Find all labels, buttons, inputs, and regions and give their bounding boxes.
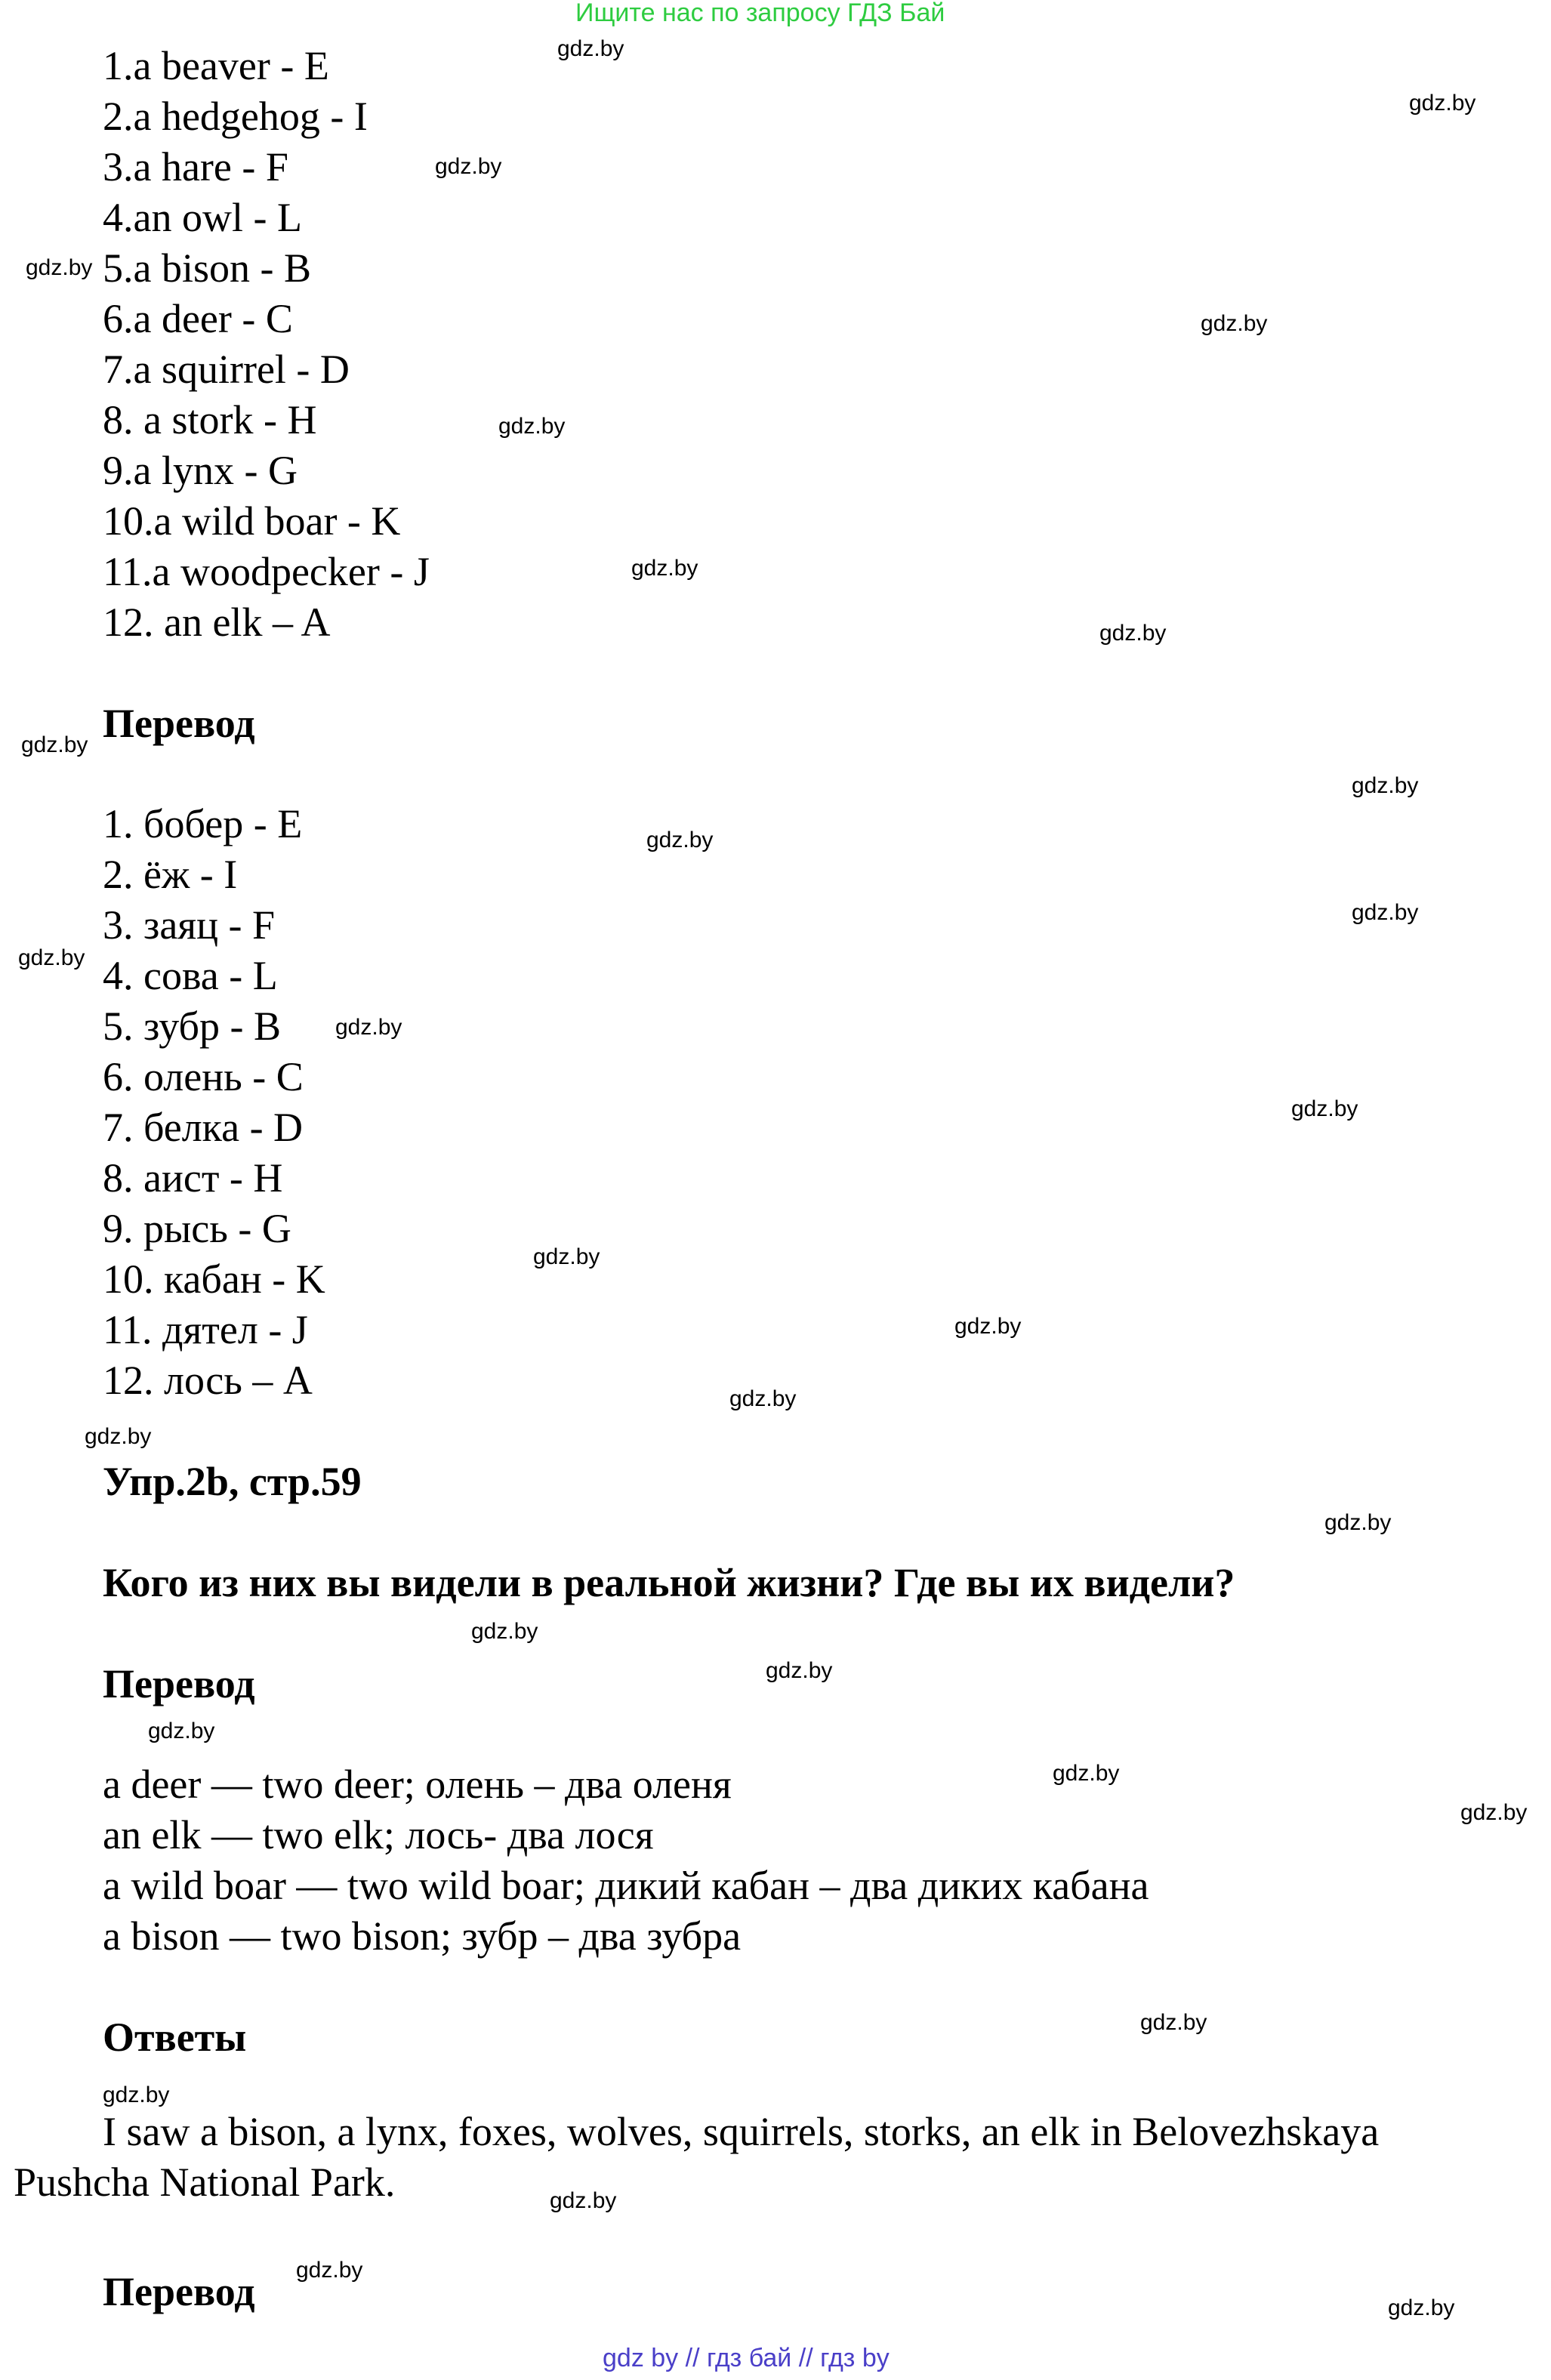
list-item: 9.a lynx - G	[103, 448, 298, 493]
list-item: a wild boar — two wild boar; дикий кабан – два диких кабана	[103, 1863, 1149, 1908]
list-item: 3. заяц - F	[103, 902, 276, 948]
watermark: gdz.by	[471, 1619, 538, 1644]
list-item: 5. зубр - B	[103, 1003, 281, 1049]
answer-paragraph: I saw a bison, a lynx, foxes, wolves, squirrels, storks, an elk in Belovezhskaya Pushcha National Park.	[14, 2109, 1380, 2205]
watermark: gdz.by	[1291, 1096, 1358, 1121]
list-item: 10.a wild boar - K	[103, 498, 401, 544]
list-item: a bison — two bison; зубр – два зубра	[103, 1913, 742, 1959]
list-item: 8. a stork - H	[103, 397, 317, 442]
watermark: gdz.by	[1460, 1800, 1528, 1825]
list-item: 12. an elk – A	[103, 600, 331, 645]
list-item: 3.a hare - F	[103, 144, 288, 190]
list-item: 7.a squirrel - D	[103, 347, 350, 392]
watermark: gdz.by	[1388, 2295, 1455, 2320]
watermark: gdz.by	[646, 828, 714, 852]
watermark: gdz.by	[954, 1314, 1022, 1339]
watermark: gdz.by	[103, 2082, 170, 2107]
watermark: gdz.by	[18, 945, 85, 970]
list-item: 9. рысь - G	[103, 1206, 291, 1251]
watermark: gdz.by	[26, 255, 93, 280]
list-item: 6. олень - C	[103, 1054, 304, 1099]
list-item: 5.a bison - B	[103, 245, 311, 291]
list-item: 2. ёж - I	[103, 852, 238, 897]
watermark: gdz.by	[85, 1424, 152, 1449]
translation-heading-2: Перевод	[103, 1661, 255, 1706]
translation-heading: Перевод	[103, 701, 255, 746]
watermark: gdz.by	[550, 2188, 617, 2213]
watermark: gdz.by	[631, 556, 698, 581]
list-item: 6.a deer - C	[103, 296, 293, 341]
list-item: 8. аист - H	[103, 1155, 283, 1201]
watermark: gdz.by	[335, 1015, 402, 1040]
list-item: a deer — two deer; олень – два оленя	[103, 1762, 732, 1807]
watermark: gdz.by	[729, 1386, 797, 1411]
list-item: 12. лось – A	[103, 1358, 313, 1403]
watermark: gdz.by	[1324, 1510, 1392, 1535]
header-banner[interactable]: Ищите нас по запросу ГДЗ Бай	[575, 0, 945, 27]
watermark: gdz.by	[296, 2258, 363, 2283]
watermark: gdz.by	[557, 36, 624, 61]
watermark: gdz.by	[1099, 621, 1167, 646]
list-item: 2.a hedgehog - I	[103, 94, 368, 139]
watermark: gdz.by	[766, 1658, 833, 1683]
translation-heading-3: Перевод	[103, 2269, 255, 2314]
list-item: 7. белка - D	[103, 1105, 304, 1150]
exercise-heading: Упр.2b, стр.59	[103, 1459, 362, 1504]
list-item: 4. сова - L	[103, 953, 278, 998]
watermark: gdz.by	[1140, 2010, 1207, 2035]
list-item: 10. кабан - K	[103, 1256, 325, 1302]
watermark: gdz.by	[1352, 773, 1419, 798]
list-item: 1.a beaver - E	[103, 43, 329, 88]
footer-banner[interactable]: gdz by // гдз бай // гдз by	[603, 2344, 890, 2372]
question-text: Кого из них вы видели в реальной жизни? Где вы их видели?	[103, 1560, 1235, 1605]
list-item: 4.an owl - L	[103, 195, 302, 240]
watermark: gdz.by	[148, 1719, 215, 1743]
answers-heading: Ответы	[103, 2015, 247, 2060]
watermark: gdz.by	[1201, 311, 1268, 336]
list-item: 11.a woodpecker - J	[103, 549, 430, 594]
watermark: gdz.by	[21, 732, 88, 757]
watermark: gdz.by	[1053, 1761, 1120, 1786]
watermark: gdz.by	[533, 1244, 600, 1269]
list-item: an elk — two elk; лось- два лося	[103, 1812, 654, 1857]
watermark: gdz.by	[1409, 91, 1476, 116]
watermark: gdz.by	[498, 414, 566, 439]
watermark: gdz.by	[435, 154, 502, 179]
watermark: gdz.by	[1352, 900, 1419, 925]
list-item: 11. дятел - J	[103, 1307, 308, 1352]
list-item: 1. бобер - E	[103, 801, 303, 846]
